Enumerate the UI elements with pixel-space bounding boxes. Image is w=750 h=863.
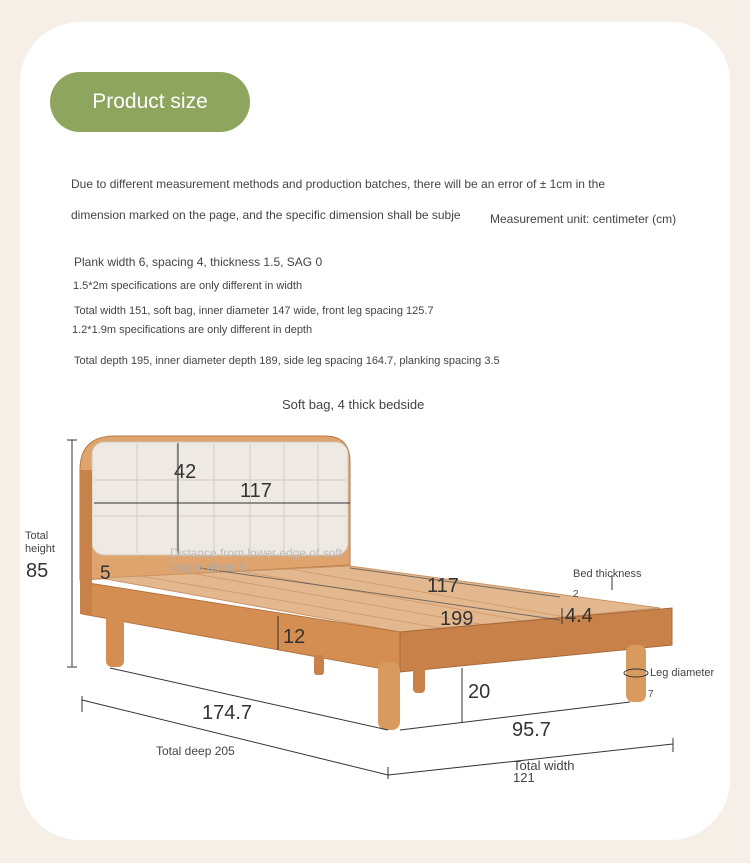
headboard-post [80, 470, 92, 615]
total-height-label-2: height [25, 543, 55, 555]
frame-height-value: 12 [283, 626, 306, 648]
total-width-label: Total width [513, 758, 575, 773]
spec-1-5x2m: 1.5*2m specifications are only different in width [73, 280, 303, 292]
total-width-value: 121 [513, 770, 535, 785]
leg-back-left [106, 612, 124, 667]
inner-depth-value: 199 [440, 608, 474, 630]
spec-total-depth: Total depth 195, inner diameter depth 189, side leg spacing 164.7, planking spacing 3.5 [74, 355, 500, 367]
soft-bag-label: Soft bag, 4 thick bedside [282, 397, 425, 412]
gap-label-2: bag to plank 9 [170, 560, 246, 574]
leg-height-value: 20 [468, 681, 491, 703]
bed-thickness-label: Bed thickness [573, 568, 642, 580]
note-line-1: Due to different measurement methods and production batches, there will be an error of ± 1cm in the [71, 177, 605, 191]
front-length-value: 95.7 [512, 719, 551, 741]
headboard-width-value: 117 [240, 480, 272, 502]
measurement-unit: Measurement unit: centimeter (cm) [490, 212, 677, 226]
spec-plank: Plank width 6, spacing 4, thickness 1.5, SAG 0 [74, 255, 323, 269]
total-height-label-1: Total [25, 530, 49, 542]
leg-middle [413, 665, 425, 693]
total-deep-label: Total deep 205 [156, 744, 235, 758]
gap-label-1: Distance from lower edge of soft [170, 546, 343, 560]
side-length-value: 174.7 [202, 702, 253, 724]
bed-thickness-small: 2 [573, 589, 579, 600]
headboard-height-value: 42 [174, 461, 197, 483]
bed-thickness-value: 4.4 [565, 605, 593, 627]
product-size-badge: Product size [50, 72, 250, 132]
spec-1-2x1-9m: 1.2*1.9m specifications are only different in depth [72, 324, 313, 336]
gap-value: 5 [100, 563, 111, 584]
total-height-value: 85 [26, 560, 49, 582]
note-line-2: dimension marked on the page, and the specific dimension shall be subje [71, 208, 461, 222]
leg-diameter-value: 7 [648, 689, 654, 700]
leg-diameter-label: Leg diameter [650, 667, 715, 679]
leg-front-right [626, 645, 646, 702]
leg-back-right [314, 655, 324, 675]
headboard-cushion [92, 442, 348, 555]
leg-front-left [378, 662, 400, 730]
spec-total-width: Total width 151, soft bag, inner diameter 147 wide, front leg spacing 125.7 [74, 305, 434, 317]
inner-width-value: 117 [427, 575, 459, 597]
